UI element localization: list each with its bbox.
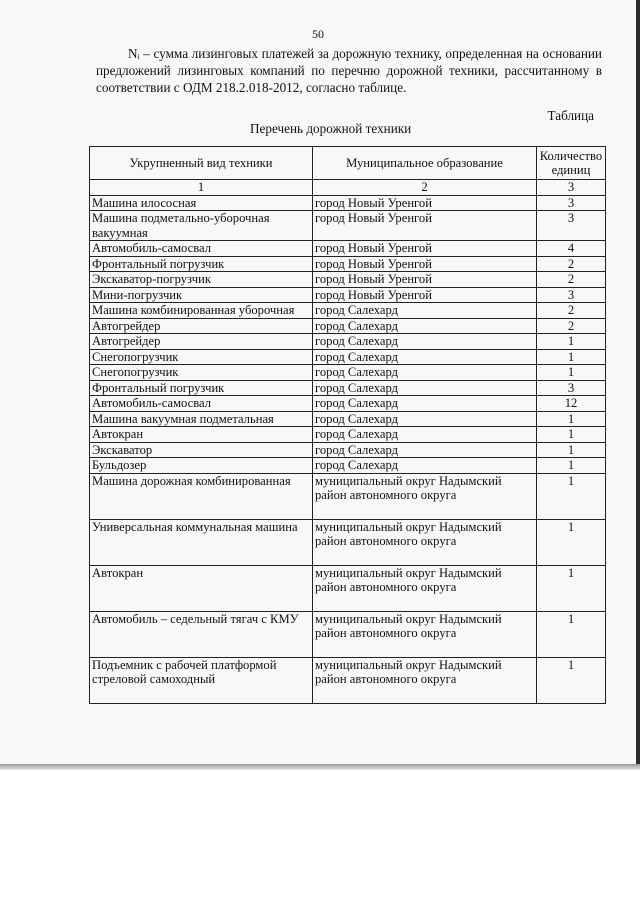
cell-kind: Автомобиль-самосвал (90, 396, 313, 412)
table-row (90, 442, 606, 458)
table-row (90, 318, 606, 334)
table-row (90, 411, 606, 427)
cell-kind: Фронтальный погрузчик (90, 380, 313, 396)
table-row (90, 473, 606, 519)
cell-kind: Экскаватор (90, 442, 313, 458)
cell-qty: 1 (537, 473, 606, 519)
cell-municipality: город Салехард (313, 442, 537, 458)
column-number-2: 2 (313, 180, 537, 196)
cell-municipality: город Новый Уренгой (313, 272, 537, 288)
cell-qty: 1 (537, 442, 606, 458)
cell-kind: Фронтальный погрузчик (90, 256, 313, 272)
cell-qty: 2 (537, 256, 606, 272)
table-row (90, 565, 606, 611)
table-header-row (90, 147, 606, 180)
cell-qty: 1 (537, 657, 606, 703)
table-row (90, 365, 606, 381)
table-row (90, 396, 606, 412)
cell-municipality: муниципальный округ Надымский район автономного округа (313, 565, 537, 611)
cell-municipality: город Салехард (313, 396, 537, 412)
page-number: 50 (312, 27, 324, 41)
cell-kind: Автомобиль – седельный тягач с КМУ (90, 611, 313, 657)
cell-qty: 1 (537, 365, 606, 381)
table-row (90, 211, 606, 241)
table-row (90, 349, 606, 365)
cell-kind: Автокран (90, 427, 313, 443)
table-row (90, 380, 606, 396)
header-equipment-kind: Укрупненный вид техники (90, 147, 313, 180)
cell-qty: 3 (537, 195, 606, 211)
column-number-row (90, 180, 606, 196)
table-row (90, 334, 606, 350)
cell-kind: Машина дорожная комбинированная (90, 473, 313, 519)
cell-kind: Машина подметально-уборочная вакуумная (90, 211, 313, 241)
cell-municipality: город Салехард (313, 349, 537, 365)
cell-qty: 1 (537, 611, 606, 657)
cell-municipality: город Салехард (313, 411, 537, 427)
cell-municipality: муниципальный округ Надымский район автономного округа (313, 473, 537, 519)
cell-qty: 1 (537, 334, 606, 350)
cell-qty: 3 (537, 287, 606, 303)
cell-kind: Автомобиль-самосвал (90, 241, 313, 257)
cell-qty: 1 (537, 349, 606, 365)
cell-kind: Машина комбинированная уборочная (90, 303, 313, 319)
cell-qty: 2 (537, 272, 606, 288)
cell-qty: 1 (537, 458, 606, 474)
cell-municipality: город Салехард (313, 318, 537, 334)
cell-municipality: город Салехард (313, 427, 537, 443)
header-quantity: Количество единиц (537, 147, 606, 180)
table-row (90, 458, 606, 474)
cell-qty: 4 (537, 241, 606, 257)
cell-municipality: город Салехард (313, 365, 537, 381)
table-title: Перечень дорожной техники (250, 121, 412, 136)
table-row (90, 241, 606, 257)
cell-qty: 3 (537, 380, 606, 396)
table-row (90, 272, 606, 288)
cell-qty: 12 (537, 396, 606, 412)
cell-kind: Экскаватор-погрузчик (90, 272, 313, 288)
cell-municipality: муниципальный округ Надымский район автономного округа (313, 611, 537, 657)
cell-qty: 2 (537, 318, 606, 334)
header-municipality: Муниципальное образование (313, 147, 537, 180)
intro-paragraph: Nᵢ – сумма лизинговых платежей за дорожную технику, определенная на основании предложений лизинговых компаний по перечню дорожной техники, рассчитанному в соответствии с ОДМ 218.2.018-2012, согласно таблице. (96, 46, 602, 95)
column-number-1: 1 (90, 180, 313, 196)
cell-municipality: город Салехард (313, 334, 537, 350)
cell-municipality: муниципальный округ Надымский район автономного округа (313, 519, 537, 565)
table-row (90, 195, 606, 211)
cell-qty: 1 (537, 427, 606, 443)
cell-kind: Снегопогрузчик (90, 349, 313, 365)
table-row (90, 287, 606, 303)
cell-kind: Автокран (90, 565, 313, 611)
table-label: Таблица (547, 108, 594, 123)
cell-kind: Мини-погрузчик (90, 287, 313, 303)
cell-kind: Бульдозер (90, 458, 313, 474)
equipment-table (89, 146, 606, 704)
cell-municipality: город Салехард (313, 458, 537, 474)
cell-municipality: город Салехард (313, 303, 537, 319)
scan-bottom-edge (0, 764, 640, 770)
cell-qty: 1 (537, 519, 606, 565)
cell-kind: Подъемник с рабочей платформой стреловой самоходный (90, 657, 313, 703)
column-number-3: 3 (537, 180, 606, 196)
table-row (90, 256, 606, 272)
table-row (90, 657, 606, 703)
table-row (90, 519, 606, 565)
table-row (90, 303, 606, 319)
cell-kind: Автогрейдер (90, 318, 313, 334)
cell-kind: Автогрейдер (90, 334, 313, 350)
table-row (90, 427, 606, 443)
cell-kind: Машина илососная (90, 195, 313, 211)
cell-municipality: город Новый Уренгой (313, 211, 537, 241)
cell-qty: 3 (537, 211, 606, 241)
cell-kind: Снегопогрузчик (90, 365, 313, 381)
cell-qty: 2 (537, 303, 606, 319)
cell-kind: Универсальная коммунальная машина (90, 519, 313, 565)
cell-municipality: город Салехард (313, 380, 537, 396)
cell-municipality: город Новый Уренгой (313, 241, 537, 257)
cell-kind: Машина вакуумная подметальная (90, 411, 313, 427)
cell-municipality: муниципальный округ Надымский район автономного округа (313, 657, 537, 703)
cell-qty: 1 (537, 565, 606, 611)
cell-municipality: город Новый Уренгой (313, 287, 537, 303)
table-row (90, 611, 606, 657)
cell-municipality: город Новый Уренгой (313, 256, 537, 272)
cell-municipality: город Новый Уренгой (313, 195, 537, 211)
cell-qty: 1 (537, 411, 606, 427)
